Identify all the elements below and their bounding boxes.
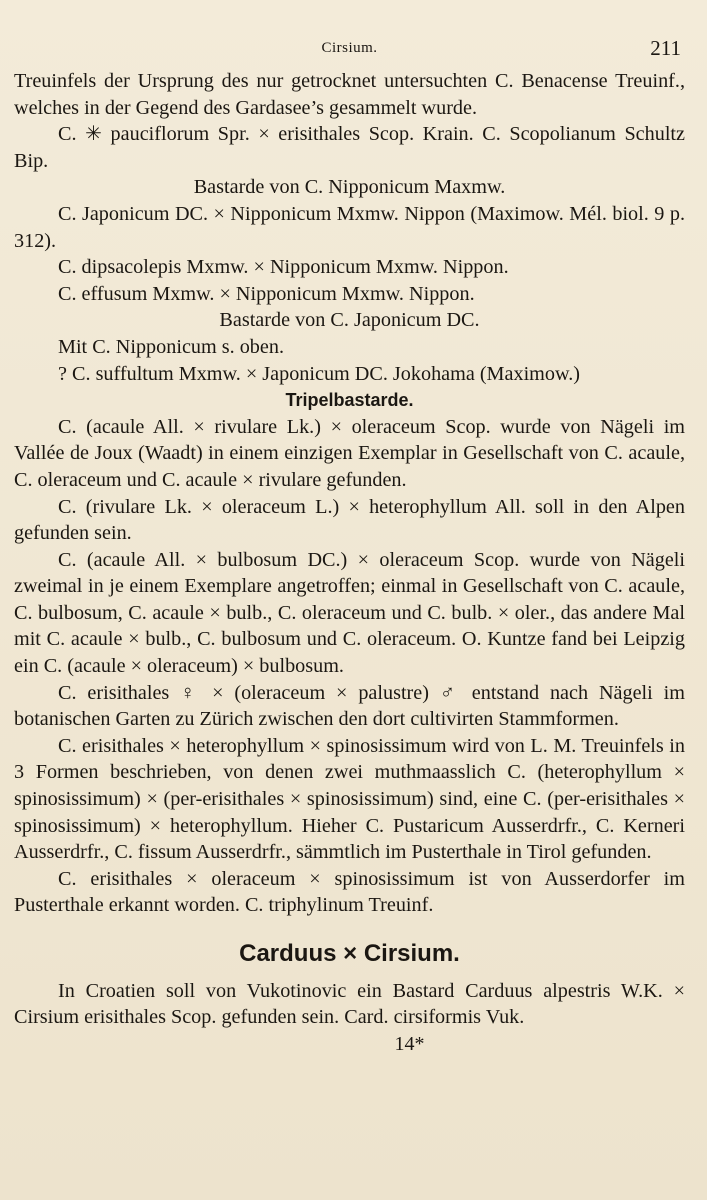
paragraph: C. erisithales × oleraceum × spinosissimum ist von Ausserdorfer im Pusterthale erkannt worden. C. triphylinum Treuinf.	[14, 867, 685, 917]
paragraph: Treuinfels der Ursprung des nur getrocknet untersuchten C. Benacense Treuinf., welches in der Gegend des Gardasee’s gesammelt wurde.	[14, 70, 685, 119]
paragraph: C. erisithales ♀ × (oleraceum × palustre) ♂ entstand nach Nägeli im botanischen Garten zu Zürich zwischen den dort cultivirten Stammformen.	[14, 681, 685, 731]
paragraph: C. (acaule All. × rivulare Lk.) × oleraceum Scop. wurde von Nägeli im Vallée de Joux (Waadt) in einem einzigen Exemplar in Gesellschaft von C. acaule, C. oleraceum und C. acaule × rivulare gefunden.	[14, 415, 685, 491]
section-title: Carduus × Cirsium.	[239, 940, 460, 967]
body-text	[14, 68, 685, 1057]
running-head	[14, 36, 685, 68]
paragraph: In Croatien soll von Vukotinovic ein Bastard Carduus alpestris W.K. × Cirsium erisithales Scop. gefunden sein. Card. cirsiformis Vuk.	[14, 979, 685, 1029]
paragraph: C. dipsacolepis Mxmw. × Nipponicum Mxmw. Nippon.	[58, 256, 509, 279]
subheading: Bastarde von C. Nipponicum Maxmw.	[193, 176, 506, 199]
running-head-title: Cirsium.	[321, 40, 378, 56]
subheading: Bastarde von C. Japonicum DC.	[219, 309, 480, 332]
paragraph: C. (acaule All. × bulbosum DC.) × oleraceum Scop. wurde von Nägeli zweimal in je einem Exemplare angetroffen; einmal in Gesellschaft von C. acaule, C. bulbosum, C. acaule × bulb., C. oleraceum und C. bulb. × oler., das andere Mal mit C. acaule × bulb., C. bulbosum und C. oleraceum. O. Kuntze fand bei Leipzig ein C. (acaule × oleraceum) × bulbosum.	[14, 548, 685, 678]
page-number: 211	[650, 36, 681, 60]
subheading-tripelbastarde: Tripelbastarde.	[285, 390, 414, 411]
paragraph: C. ✳ pauciflorum Spr. × erisithales Scop. Krain. C. Scopolianum Schultz Bip.	[14, 123, 685, 172]
paragraph: Mit C. Nipponicum s. oben.	[58, 335, 284, 358]
paragraph: C. (rivulare Lk. × oleraceum L.) × heterophyllum All. soll in den Alpen gefunden sein.	[14, 495, 685, 545]
paragraph: C. erisithales × heterophyllum × spinosissimum wird von L. M. Treuinfels in 3 Formen beschrieben, von denen zwei muthmaasslich C. (heterophyllum × spinosissimum) × (per-erisithales × spinosissimum) sind, eine C. (per-erisithales × spinosissimum) × heterophyllum. Hieher C. Pustaricum Ausserdrfr., C. Kerneri Ausserdrfr., C. fissum Ausserdrfr., sämmtlich im Pusterthale in Tirol gefunden.	[14, 734, 685, 864]
signature-mark: 14*	[394, 1032, 425, 1055]
paragraph: C. effusum Mxmw. × Nipponicum Mxmw. Nippon.	[58, 282, 475, 305]
paragraph: ? C. suffultum Mxmw. × Japonicum DC. Jokohama (Maximow.)	[58, 362, 581, 385]
paragraph: C. Japonicum DC. × Nipponicum Mxmw. Nippon (Maximow. Mél. biol. 9 p. 312).	[14, 202, 685, 252]
